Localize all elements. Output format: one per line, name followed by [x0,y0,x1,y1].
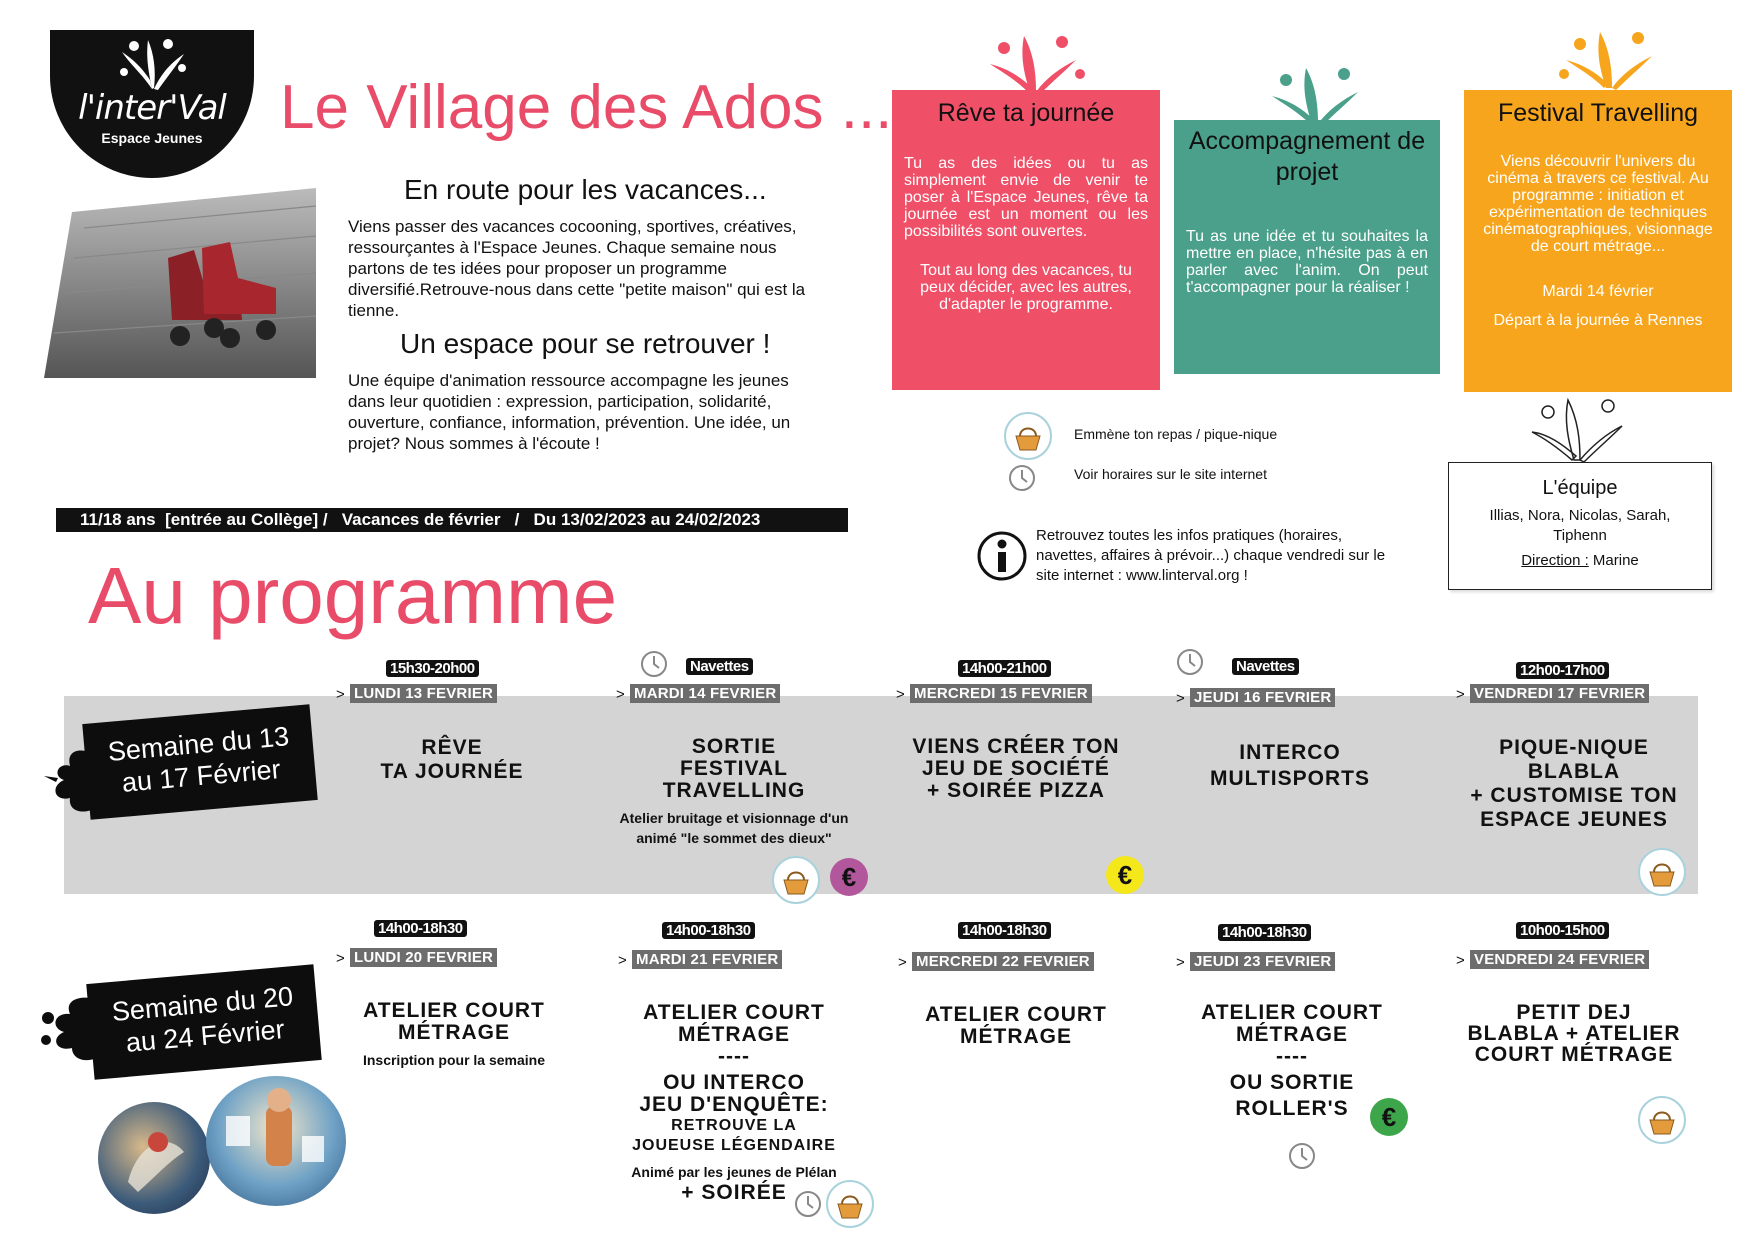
w2d2-extra-line: JOUEUSE LÉGENDAIRE [632,1137,836,1154]
team-members: Illias, Nora, Nicolas, Sarah, Tiphenn [1489,507,1671,544]
w2d5-day: VENDREDI 24 FEVRIER [1470,950,1649,969]
legend-basket-text: Emmène ton repas / pique-nique [1074,426,1278,442]
w1d5-time: 12h00-17h00 [1516,662,1609,679]
w2d5-activity-line: COURT MÉTRAGE [1474,1043,1674,1066]
legend-clock-text: Voir horaires sur le site internet [1074,466,1267,482]
card-date: Mardi 14 février [1542,283,1654,300]
w2d3-activity-line: ATELIER COURT [925,1003,1107,1026]
w1d2-activity-line: TRAVELLING [662,779,806,802]
team-box [1448,462,1712,590]
orange-splash-icon [1556,26,1666,90]
art-photo-1 [98,1102,210,1214]
w1d5-activity [1450,736,1698,832]
w1d5-activity-line: BLABLA [1527,760,1621,783]
w2d1-day: LUNDI 20 FEVRIER [350,948,497,967]
clock-icon [640,650,668,678]
basket-icon [826,1180,874,1228]
euro-icon: € [1106,856,1144,894]
w1d1-activity-line: TA JOURNÉE [380,760,524,783]
card-accompagnement-projet [1174,120,1440,374]
w1d3-chevron: > [896,686,905,703]
w2d2-day: MARDI 21 FEVRIER [632,950,782,969]
pink-splash-icon [980,30,1090,94]
info-icon [976,530,1028,582]
w1d1-activity [340,736,564,784]
logo-name: l'inter'Val [78,88,226,128]
card-text-2: Tout au long des vacances, tu peux décider, avec les autres, d'adapter le programme. [920,262,1132,313]
intro-paragraph-1: Viens passer des vacances cocooning, sportives, créatives, ressourçantes à l'Espace Jeunes. Chaque semaine nous partons de tes idées pour proposer un programme diversifié.Retrouve-nous dans cette "petite maison" qui est la tienne. [348,217,806,320]
w2d3-time: 14h00-18h30 [958,922,1051,939]
w2d1-activity-line: MÉTRAGE [398,1021,510,1044]
card-text: Tu as des idées ou tu as simplement envie de venir te poser à l'Espace Jeunes, rêve ta journée est un moment ou les possibilités sont ouvertes. [904,155,1148,240]
roller-skates-photo [44,188,316,378]
w2d2-activity [618,1002,850,1204]
card-reve-ta-journee [892,90,1160,390]
card-title: Festival Travelling [1497,99,1699,127]
programme-title: Au programme [88,551,618,640]
week2-label [86,964,321,1080]
w1d3-activity-line: + SOIRÉE PIZZA [927,779,1105,802]
week1-label [82,704,317,820]
w2d2-activity-line: MÉTRAGE [678,1023,790,1046]
team-direction-name: Marine [1588,552,1639,569]
w2d2-note: Animé par les jeunes de Plélan [631,1164,837,1180]
w2d1-time: 14h00-18h30 [374,920,467,937]
w2d2-activity-last: + SOIRÉE [681,1181,787,1204]
w2d2-chevron: > [618,952,627,969]
w2d2-activity-line: ATELIER COURT [643,1001,825,1024]
logo-subtitle: Espace Jeunes [101,130,203,146]
w2d4-activity-line: ROLLER'S [1235,1097,1349,1120]
w1d4-activity-line: INTERCO [1239,741,1341,764]
basket-icon [1004,412,1052,460]
w1d4-day: JEUDI 16 FEVRIER [1190,688,1335,707]
w2d2-extra-line: RETROUVE LA [671,1117,797,1134]
intro-paragraph-2: Une équipe d'animation ressource accompagne les jeunes dans leur quotidien : expression, participation, solidarité, ouverture, confiance, information, prévention. Une idée, un projet? Nous sommes à l'écoute ! [348,371,791,453]
w1d1-time: 15h30-20h00 [386,660,479,677]
green-splash-icon [1262,62,1372,126]
w2d4-activity-line: MÉTRAGE [1236,1023,1348,1046]
w2d1-note: Inscription pour la semaine [362,1052,546,1068]
clock-icon [1288,1142,1316,1170]
w2d3-chevron: > [898,954,907,971]
team-title: L'équipe [1542,477,1618,499]
w2d1-activity [340,1000,568,1070]
w1d5-activity-line: + CUSTOMISE TON [1470,784,1678,807]
week1-splash-icon [40,736,100,826]
w2d2-time: 14h00-18h30 [662,922,755,939]
w1d2-activity-line: FESTIVAL [680,757,788,780]
age-dates-banner: 11/18 ans [entrée au Collège] / Vacances de février / Du 13/02/2023 au 24/02/2023 [56,508,848,532]
w2d3-day: MERCREDI 22 FEVRIER [912,952,1094,971]
w1d1-chevron: > [336,686,345,703]
intro-heading-espace: Un espace pour se retrouver ! [400,328,771,359]
clock-icon [1008,464,1036,492]
card-departure: Départ à la journée à Rennes [1493,312,1703,329]
w1d2-note: Atelier bruitage et visionnage d'un animé "le sommet des dieux" [619,810,849,846]
basket-icon [1638,1096,1686,1144]
w1d5-chevron: > [1456,686,1465,703]
art-photo-2 [206,1076,346,1206]
w2d4-day: JEUDI 23 FEVRIER [1190,952,1335,971]
w2d2-activity-line: OU INTERCO [663,1071,805,1094]
week1-label-line2: au 17 Février [120,754,282,798]
logo-splash-icon [112,34,192,94]
w2d2-activity-line: JEU D'ENQUÊTE: [639,1093,829,1116]
w2d4-activity-line: ---- [1276,1045,1308,1068]
euro-icon: € [1370,1098,1408,1136]
week2-splash-icon [34,990,100,1070]
w1d5-day: VENDREDI 17 FEVRIER [1470,684,1649,703]
w1d1-activity-line: RÊVE [421,736,483,759]
w2d4-activity-line: OU SORTIE [1229,1071,1355,1094]
w2d4-chevron: > [1176,954,1185,971]
w1d2-navettes: Navettes [686,658,753,675]
w2d3-activity-line: MÉTRAGE [960,1025,1072,1048]
w2d5-chevron: > [1456,952,1465,969]
euro-icon: € [830,858,868,896]
w2d4-time: 14h00-18h30 [1218,924,1311,941]
w1d5-activity-line: ESPACE JEUNES [1480,808,1668,831]
w2d3-activity [900,1004,1132,1048]
page-title: Le Village des Ados ... [280,73,893,142]
w1d1-day: LUNDI 13 FEVRIER [350,684,497,703]
w1d3-activity-line: JEU DE SOCIÉTÉ [922,757,1110,780]
w1d4-chevron: > [1176,690,1185,707]
w2d5-activity-line: BLABLA + ATELIER [1467,1022,1681,1045]
w1d4-activity-line: MULTISPORTS [1210,767,1370,790]
legend-info-text: Retrouvez toutes les infos pratiques (horaires, navettes, affaires à prévoir...) chaque vendredi sur le site internet : www.linterval.org ! [1036,527,1386,584]
w1d3-time: 14h00-21h00 [958,660,1051,677]
outline-splash-icon [1524,392,1634,462]
clock-icon [1176,648,1204,676]
w1d4-activity [1180,740,1400,792]
w2d5-activity-line: PETIT DEJ [1516,1001,1632,1024]
w1d2-activity [618,736,850,848]
w1d3-activity-line: VIENS CRÉER TON [912,735,1120,758]
w1d2-day: MARDI 14 FEVRIER [630,684,780,703]
card-title: Accompagnement de projet [1188,127,1426,186]
intro-heading-vacances: En route pour les vacances... [404,174,767,205]
card-text: Viens découvrir l'univers du cinéma à travers ce festival. Au programme : initiation et expérimentation de techniques cinématographiques, visionnage de court métrage... [1483,153,1713,255]
basket-icon [1638,848,1686,896]
w2d1-chevron: > [336,950,345,967]
w2d1-activity-line: ATELIER COURT [363,999,545,1022]
basket-icon [772,856,820,904]
w1d2-activity-line: SORTIE [691,735,777,758]
w1d2-chevron: > [616,686,625,703]
w2d4-activity-line: ATELIER COURT [1201,1001,1383,1024]
team-direction-label: Direction : [1521,552,1589,569]
logo [50,30,254,178]
w1d3-activity [896,736,1136,802]
week1-label-line1: Semaine du 13 [106,721,291,767]
w1d3-day: MERCREDI 15 FEVRIER [910,684,1092,703]
w1d4-navettes: Navettes [1232,658,1299,675]
w1d5-activity-line: PIQUE-NIQUE [1499,736,1649,759]
card-festival-travelling [1464,90,1732,392]
w2d5-time: 10h00-15h00 [1516,922,1609,939]
week2-label-line1: Semaine du 20 [110,981,295,1027]
week2-label-line2: au 24 Février [124,1014,286,1058]
clock-icon [794,1190,822,1218]
w2d4-activity [1176,1002,1408,1120]
w2d2-activity-line: ---- [718,1045,750,1068]
w2d5-activity [1450,1002,1698,1065]
card-title: Rêve ta journée [937,99,1115,127]
card-text: Tu as une idée et tu souhaites la mettre en place, n'hésite pas à en parler avec l'anim. On peut t'accompagner pour la réaliser ! [1186,228,1428,296]
